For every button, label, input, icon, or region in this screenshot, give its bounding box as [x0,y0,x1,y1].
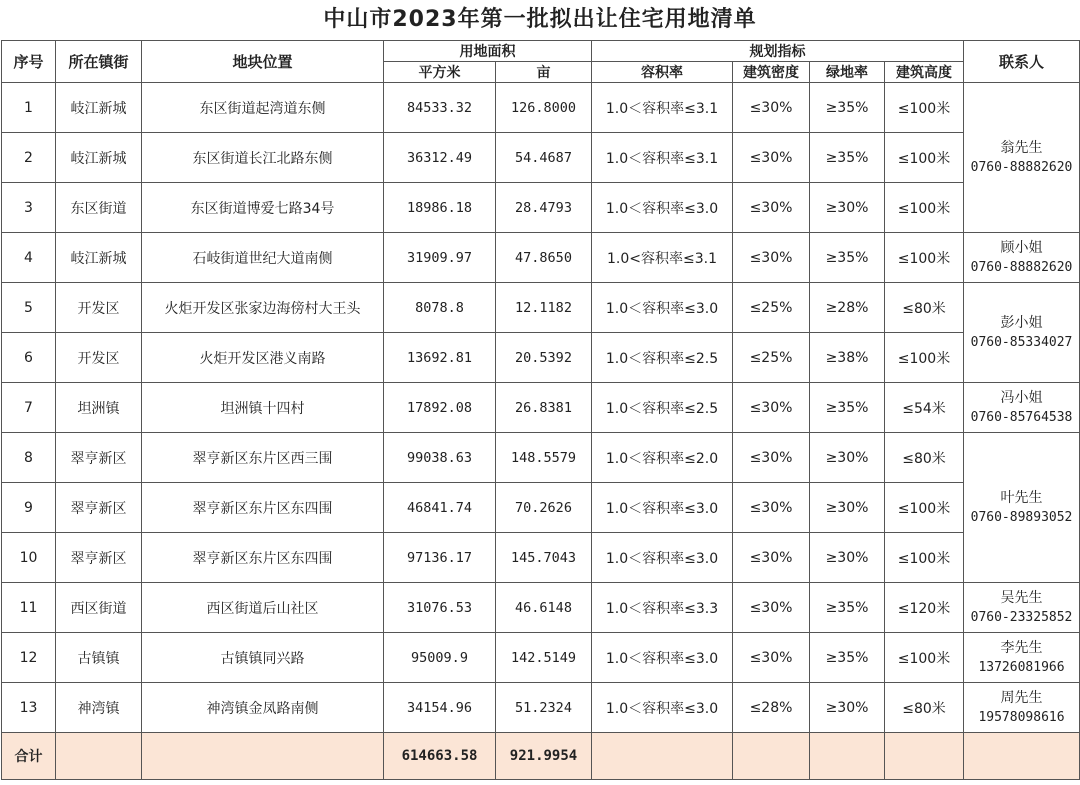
contact-name: 翁先生 [1000,139,1043,156]
contact-phone: 0760-85764538 [970,409,1073,425]
cell-density: ≤30% [733,583,810,633]
contact-phone: 0760-89893052 [970,509,1073,525]
header-seq: 序号 [2,41,56,83]
cell-height: ≤80米 [885,683,964,733]
contact-name: 吴先生 [1000,589,1043,606]
cell-density: ≤30% [733,133,810,183]
cell-mu: 12.1182 [496,283,592,333]
contact-phone: 19578098616 [978,709,1065,725]
cell-far: 1.0＜容积率≤2.5 [592,383,733,433]
cell-density: ≤30% [733,183,810,233]
cell-mu: 26.8381 [496,383,592,433]
cell-sqm: 46841.74 [384,483,496,533]
cell-height: ≤100米 [885,533,964,583]
cell-density: ≤30% [733,633,810,683]
cell-height: ≤100米 [885,333,964,383]
cell-seq: 12 [2,633,56,683]
cell-contact [964,83,1080,233]
table-row [2,483,1080,533]
contact-name: 顾小姐 [1000,239,1043,256]
cell-density: ≤30% [733,383,810,433]
cell-sqm: 13692.81 [384,333,496,383]
contact-phone: 0760-88882620 [970,159,1073,175]
cell-seq: 13 [2,683,56,733]
header-town: 所在镇街 [56,41,142,83]
table-row [2,233,1080,283]
cell-green: ≥38% [810,333,885,383]
cell-far: 1.0＜容积率≤3.1 [592,83,733,133]
header-contact: 联系人 [964,41,1080,83]
cell-green: ≥35% [810,383,885,433]
header-density: 建筑密度 [733,62,810,83]
cell-sqm: 18986.18 [384,183,496,233]
total-empty-cell [964,733,1080,780]
land-list-table [1,40,1080,780]
header-plan-group: 规划指标 [592,41,964,62]
cell-green: ≥28% [810,283,885,333]
cell-mu: 70.2626 [496,483,592,533]
cell-mu: 47.8650 [496,233,592,283]
cell-contact [964,233,1080,283]
table-row [2,333,1080,383]
cell-town: 神湾镇 [56,683,142,733]
cell-green: ≥35% [810,233,885,283]
cell-town: 岐江新城 [56,233,142,283]
contact-name: 李先生 [1000,639,1043,656]
cell-far: 1.0<容积率≤3.1 [592,233,733,283]
cell-mu: 20.5392 [496,333,592,383]
cell-mu: 145.7043 [496,533,592,583]
total-empty-cell [810,733,885,780]
cell-height: ≤100米 [885,633,964,683]
cell-location: 古镇镇同兴路 [142,633,384,683]
cell-location: 东区街道博爱七路34号 [142,183,384,233]
cell-height: ≤80米 [885,433,964,483]
table-row [2,533,1080,583]
cell-far: 1.0＜容积率≤3.0 [592,633,733,683]
header-far: 容积率 [592,62,733,83]
cell-sqm: 99038.63 [384,433,496,483]
table-row [2,633,1080,683]
table-row [2,433,1080,483]
page-title: 中山市2023年第一批拟出让住宅用地清单 [323,7,757,32]
cell-location: 翠亨新区东片区东四围 [142,533,384,583]
cell-contact [964,583,1080,633]
total-empty-cell [56,733,142,780]
header-location: 地块位置 [142,41,384,83]
cell-sqm: 97136.17 [384,533,496,583]
contact-phone: 0760-88882620 [970,259,1073,275]
table-row [2,133,1080,183]
cell-seq: 9 [2,483,56,533]
cell-location: 翠亨新区东片区东四围 [142,483,384,533]
cell-town: 岐江新城 [56,83,142,133]
table-row [2,683,1080,733]
cell-green: ≥30% [810,483,885,533]
cell-far: 1.0＜容积率≤3.3 [592,583,733,633]
cell-seq: 1 [2,83,56,133]
cell-mu: 51.2324 [496,683,592,733]
cell-location: 坦洲镇十四村 [142,383,384,433]
cell-density: ≤30% [733,83,810,133]
cell-location: 火炬开发区张家边海傍村大王头 [142,283,384,333]
cell-sqm: 84533.32 [384,83,496,133]
cell-mu: 126.8000 [496,83,592,133]
cell-density: ≤25% [733,333,810,383]
cell-town: 开发区 [56,283,142,333]
cell-mu: 54.4687 [496,133,592,183]
cell-location: 翠亨新区东片区西三围 [142,433,384,483]
cell-sqm: 34154.96 [384,683,496,733]
header-green: 绿地率 [810,62,885,83]
cell-contact [964,283,1080,383]
cell-far: 1.0＜容积率≤3.0 [592,683,733,733]
cell-location: 石岐街道世纪大道南侧 [142,233,384,283]
cell-sqm: 95009.9 [384,633,496,683]
cell-town: 西区街道 [56,583,142,633]
table-row [2,283,1080,333]
cell-seq: 4 [2,233,56,283]
cell-green: ≥35% [810,633,885,683]
cell-town: 开发区 [56,333,142,383]
cell-seq: 5 [2,283,56,333]
total-empty-cell [885,733,964,780]
cell-density: ≤30% [733,483,810,533]
cell-green: ≥30% [810,433,885,483]
table-row [2,583,1080,633]
cell-seq: 6 [2,333,56,383]
cell-height: ≤100米 [885,483,964,533]
header-area-group: 用地面积 [384,41,592,62]
cell-green: ≥35% [810,583,885,633]
cell-location: 火炬开发区港义南路 [142,333,384,383]
cell-sqm: 17892.08 [384,383,496,433]
cell-far: 1.0＜容积率≤2.0 [592,433,733,483]
total-empty-cell [733,733,810,780]
cell-seq: 7 [2,383,56,433]
header-mu: 亩 [496,62,592,83]
cell-town: 翠亨新区 [56,533,142,583]
cell-green: ≥30% [810,183,885,233]
cell-green: ≥35% [810,133,885,183]
total-mu: 921.9954 [496,733,592,780]
total-sqm: 614663.58 [384,733,496,780]
cell-seq: 10 [2,533,56,583]
cell-town: 坦洲镇 [56,383,142,433]
cell-green: ≥30% [810,533,885,583]
cell-far: 1.0＜容积率≤2.5 [592,333,733,383]
cell-contact [964,683,1080,733]
contact-name: 冯小姐 [1000,389,1043,406]
cell-far: 1.0＜容积率≤3.1 [592,133,733,183]
cell-contact [964,383,1080,433]
total-empty-cell [142,733,384,780]
cell-mu: 142.5149 [496,633,592,683]
cell-town: 东区街道 [56,183,142,233]
contact-name: 彭小姐 [1000,314,1043,331]
table-row [2,183,1080,233]
cell-height: ≤100米 [885,83,964,133]
table-row [2,83,1080,133]
contact-phone: 0760-23325852 [970,609,1073,625]
cell-height: ≤100米 [885,233,964,283]
cell-contact [964,633,1080,683]
cell-green: ≥30% [810,683,885,733]
contact-phone: 0760-85334027 [970,334,1073,350]
header-height: 建筑高度 [885,62,964,83]
cell-height: ≤80米 [885,283,964,333]
cell-far: 1.0＜容积率≤3.0 [592,533,733,583]
cell-height: ≤100米 [885,183,964,233]
cell-sqm: 36312.49 [384,133,496,183]
cell-height: ≤54米 [885,383,964,433]
cell-town: 翠亨新区 [56,433,142,483]
cell-seq: 11 [2,583,56,633]
cell-green: ≥35% [810,83,885,133]
cell-density: ≤30% [733,233,810,283]
cell-height: ≤120米 [885,583,964,633]
cell-sqm: 31909.97 [384,233,496,283]
cell-density: ≤30% [733,433,810,483]
cell-town: 翠亨新区 [56,483,142,533]
cell-contact [964,433,1080,583]
cell-location: 东区街道长江北路东侧 [142,133,384,183]
cell-seq: 8 [2,433,56,483]
cell-density: ≤30% [733,533,810,583]
cell-location: 西区街道后山社区 [142,583,384,633]
total-empty-cell [592,733,733,780]
cell-density: ≤28% [733,683,810,733]
cell-town: 岐江新城 [56,133,142,183]
table-row [2,383,1080,433]
cell-mu: 46.6148 [496,583,592,633]
cell-sqm: 31076.53 [384,583,496,633]
cell-far: 1.0＜容积率≤3.0 [592,483,733,533]
cell-height: ≤100米 [885,133,964,183]
cell-density: ≤25% [733,283,810,333]
cell-location: 东区街道起湾道东侧 [142,83,384,133]
header-sqm: 平方米 [384,62,496,83]
cell-seq: 3 [2,183,56,233]
cell-sqm: 8078.8 [384,283,496,333]
cell-town: 古镇镇 [56,633,142,683]
cell-far: 1.0＜容积率≤3.0 [592,183,733,233]
cell-far: 1.0＜容积率≤3.0 [592,283,733,333]
cell-mu: 28.4793 [496,183,592,233]
contact-name: 周先生 [1000,689,1043,706]
contact-phone: 13726081966 [978,659,1065,675]
cell-seq: 2 [2,133,56,183]
total-label: 合计 [2,733,56,780]
cell-location: 神湾镇金凤路南侧 [142,683,384,733]
total-row [2,733,1080,780]
cell-mu: 148.5579 [496,433,592,483]
contact-name: 叶先生 [1000,489,1043,506]
